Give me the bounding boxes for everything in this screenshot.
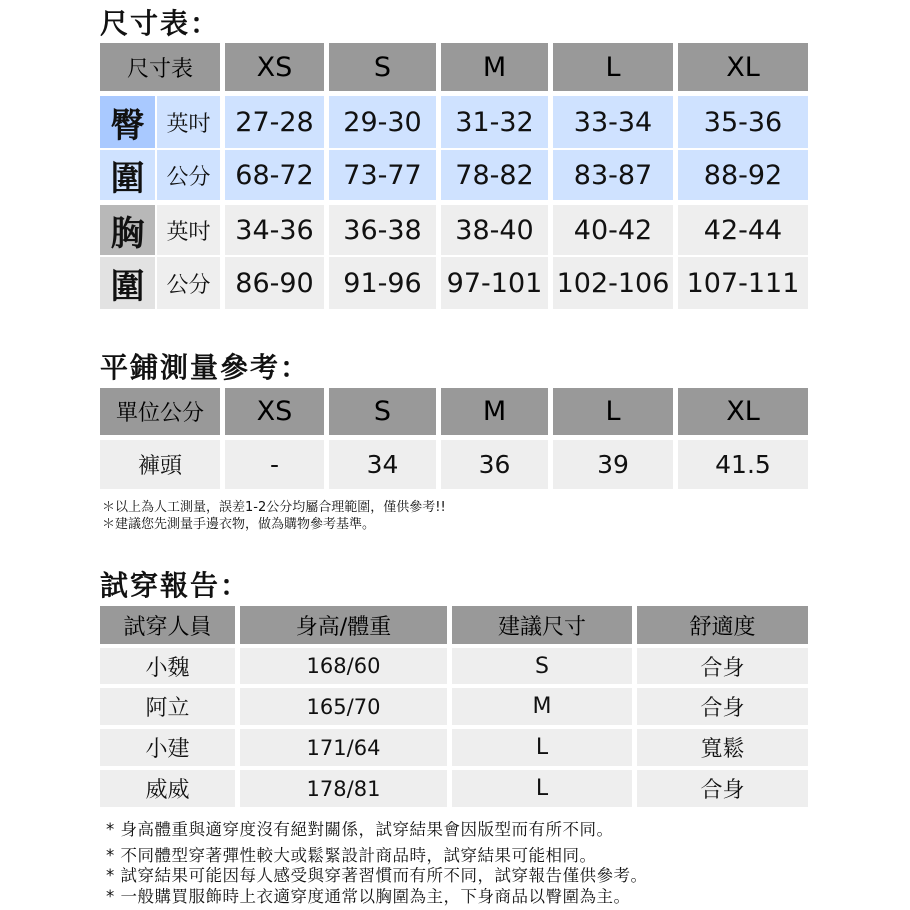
flat-row-label: 褲頭	[100, 440, 220, 489]
trial-header-comfort: 舒適度	[637, 606, 808, 644]
chest-cm-xl: 107-111	[678, 257, 808, 309]
trial-note-4: * 一般購買服飾時上衣適穿度通常以胸圍為主，下身商品以臀圍為主。	[106, 887, 631, 906]
hip-cm-m: 78-82	[441, 150, 548, 200]
trial-note-1: * 身高體重與適穿度沒有絕對關係，試穿結果會因版型而有所不同。	[106, 820, 614, 839]
trial-comfort: 合身	[637, 688, 808, 725]
trial-comfort: 合身	[637, 770, 808, 807]
trial-size: L	[452, 770, 632, 807]
chest-inch-l: 40-42	[553, 205, 673, 255]
hip-label-bottom: 圍	[100, 150, 155, 200]
flat-header-s: S	[329, 388, 436, 435]
hip-label-top: 臀	[100, 96, 155, 148]
size-chart-heading: 尺寸表：	[100, 7, 221, 40]
flat-value-m: 36	[441, 440, 548, 489]
hip-cm-label: 公分	[157, 150, 220, 200]
flat-header-xs: XS	[225, 388, 324, 435]
hip-cm-xs: 68-72	[225, 150, 324, 200]
trial-heading: 試穿報告：	[100, 569, 251, 602]
flat-header-l: L	[553, 388, 673, 435]
hip-cm-xl: 88-92	[678, 150, 808, 200]
trial-person: 阿立	[100, 688, 235, 725]
trial-height-weight: 168/60	[240, 648, 447, 684]
flat-value-xs: -	[225, 440, 324, 489]
chest-cm-m: 97-101	[441, 257, 548, 309]
trial-size: S	[452, 648, 632, 684]
chest-inch-s: 36-38	[329, 205, 436, 255]
chest-inch-m: 38-40	[441, 205, 548, 255]
trial-size: M	[452, 688, 632, 725]
hip-cm-l: 83-87	[553, 150, 673, 200]
size-header-m: M	[441, 43, 548, 91]
flat-value-xl: 41.5	[678, 440, 808, 489]
size-header-l: L	[553, 43, 673, 91]
chest-inch-label: 英吋	[157, 205, 220, 255]
flat-corner: 單位公分	[100, 388, 220, 435]
hip-inch-xl: 35-36	[678, 96, 808, 148]
trial-note-2: * 不同體型穿著彈性較大或鬆緊設計商品時，試穿結果可能相同。	[106, 846, 597, 865]
trial-person: 威威	[100, 770, 235, 807]
chest-cm-label: 公分	[157, 257, 220, 309]
hip-inch-label: 英吋	[157, 96, 220, 148]
trial-header-suggested-size: 建議尺寸	[452, 606, 632, 644]
hip-inch-m: 31-32	[441, 96, 548, 148]
chest-cm-s: 91-96	[329, 257, 436, 309]
trial-height-weight: 171/64	[240, 729, 447, 766]
size-header-xs: XS	[225, 43, 324, 91]
size-header-xl: XL	[678, 43, 808, 91]
size-chart-corner: 尺寸表	[100, 43, 220, 91]
flat-value-s: 34	[329, 440, 436, 489]
trial-height-weight: 178/81	[240, 770, 447, 807]
trial-comfort: 寬鬆	[637, 729, 808, 766]
chest-inch-xl: 42-44	[678, 205, 808, 255]
hip-inch-xs: 27-28	[225, 96, 324, 148]
size-header-s: S	[329, 43, 436, 91]
chest-label-bottom: 圍	[100, 257, 155, 309]
trial-person: 小建	[100, 729, 235, 766]
hip-inch-s: 29-30	[329, 96, 436, 148]
trial-header-person: 試穿人員	[100, 606, 235, 644]
flat-value-l: 39	[553, 440, 673, 489]
trial-height-weight: 165/70	[240, 688, 447, 725]
trial-note-3: * 試穿結果可能因每人感受與穿著習慣而有所不同，試穿報告僅供參考。	[106, 866, 648, 885]
chest-label-top: 胸	[100, 205, 155, 255]
flat-header-xl: XL	[678, 388, 808, 435]
trial-person: 小魏	[100, 648, 235, 684]
trial-size: L	[452, 729, 632, 766]
chest-inch-xs: 34-36	[225, 205, 324, 255]
trial-header-height-weight: 身高/體重	[240, 606, 447, 644]
flat-note-2: ＊建議您先測量手邊衣物，做為購物參考基準。	[102, 517, 376, 532]
chest-cm-xs: 86-90	[225, 257, 324, 309]
flat-heading: 平鋪測量參考：	[100, 351, 311, 384]
trial-comfort: 合身	[637, 648, 808, 684]
hip-cm-s: 73-77	[329, 150, 436, 200]
flat-note-1: ＊以上為人工測量，誤差1-2公分均屬合理範圍，僅供參考!!	[102, 500, 446, 515]
hip-inch-l: 33-34	[553, 96, 673, 148]
flat-header-m: M	[441, 388, 548, 435]
chest-cm-l: 102-106	[553, 257, 673, 309]
